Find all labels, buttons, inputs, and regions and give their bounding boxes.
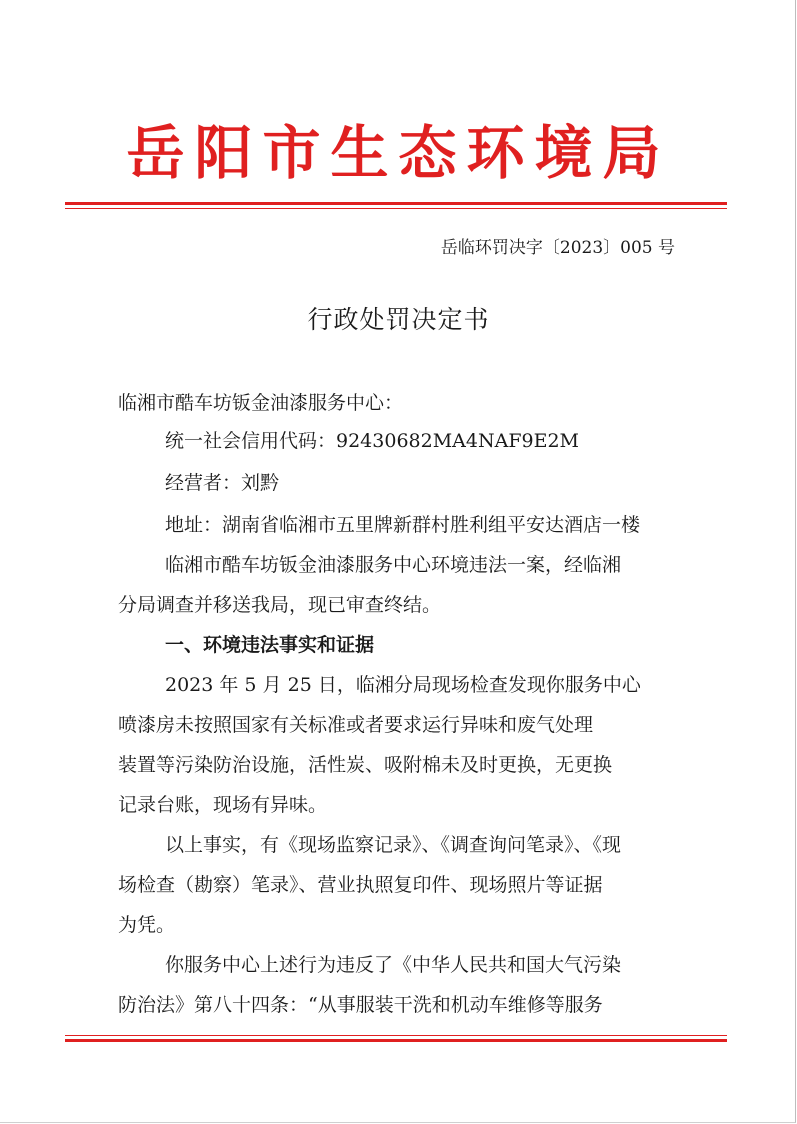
- facts-paragraph-line: 喷漆房未按照国家有关标准或者要求运行异味和废气处理: [118, 714, 594, 736]
- facts-paragraph-line: 2023 年 5 月 25 日，临湘分局现场检查发现你服务中心: [165, 674, 641, 696]
- bottom-red-rule-thick: [65, 1039, 727, 1042]
- intro-paragraph-line: 临湘市酷车坊钣金油漆服务中心环境违法一案，经临湘: [165, 554, 622, 576]
- top-red-rule-thick: [65, 202, 727, 205]
- bottom-red-rule-thin: [65, 1035, 727, 1036]
- party-name: 临湘市酷车坊钣金油漆服务中心：: [118, 392, 404, 414]
- intro-paragraph-line: 分局调查并移送我局，现已审查终结。: [118, 594, 442, 616]
- law-paragraph-line: 防治法》第八十四条：“从事服装干洗和机动车维修等服务: [118, 994, 603, 1016]
- document-number: 岳临环罚决字〔2023〕005 号: [440, 238, 675, 258]
- law-paragraph-line: 你服务中心上述行为违反了《中华人民共和国大气污染: [165, 954, 622, 976]
- party-address: 地址：湖南省临湘市五里牌新群村胜利组平安达酒店一楼: [165, 514, 641, 536]
- party-credit-code: 统一社会信用代码：92430682MA4NAF9E2M: [165, 430, 580, 452]
- facts-paragraph-line: 装置等污染防治设施，活性炭、吸附棉未及时更换，无更换: [118, 754, 613, 776]
- evidence-paragraph-line: 为凭。: [118, 914, 176, 936]
- facts-paragraph-line: 记录台账，现场有异味。: [118, 794, 328, 816]
- section-heading-facts: 一、环境违法事实和证据: [165, 634, 375, 656]
- top-red-rule-thin: [65, 208, 727, 209]
- evidence-paragraph-line: 场检查（勘察）笔录》、营业执照复印件、现场照片等证据: [118, 874, 603, 896]
- party-operator: 经营者：刘黔: [165, 472, 280, 494]
- evidence-paragraph-line: 以上事实，有《现场监察记录》、《调查询问笔录》、《现: [165, 834, 622, 856]
- document-title: 行政处罚决定书: [307, 305, 490, 334]
- masthead-organization: 岳阳市生态环境局: [126, 119, 671, 187]
